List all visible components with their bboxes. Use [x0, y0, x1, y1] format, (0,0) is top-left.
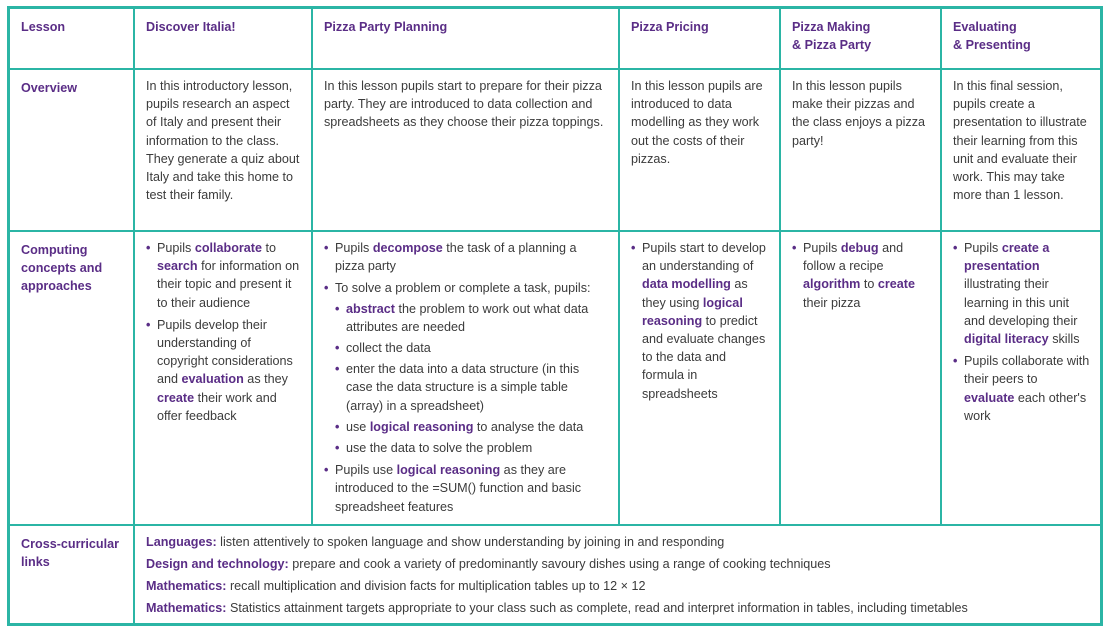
link-languages: Languages: listen attentively to spoken language and show understanding by joining in and responding	[146, 534, 725, 549]
header-row	[10, 9, 1100, 69]
overview-planning: In this lesson pupils start to prepare for their pizza party. They are introduced to data collection and spreadsheets as they choose their pizza toppings.	[312, 69, 619, 231]
link-design-technology: Design and technology: prepare and cook a variety of predominantly savoury dishes using a range of cooking techniques	[146, 557, 831, 572]
overview-evaluating: In this final session, pupils create a presentation to illustrate their learning from this unit and evaluate their work. This may take more than 1 lesson.	[941, 69, 1100, 231]
cross-curricular-links	[134, 525, 1100, 626]
lesson-plan-frame	[7, 6, 1103, 626]
list-item: • use logical reasoning to analyse the data	[335, 418, 608, 436]
header-pizza-making: Pizza Making & Pizza Party	[780, 9, 941, 69]
list-item: • Pupils start to develop an understanding of data modelling as they using logical reasoning to predict and evaluate changes to the data and formula in spreadsheets	[631, 239, 769, 403]
list-item: • collect the data	[335, 339, 608, 357]
computing-evaluating	[941, 231, 1100, 525]
list-item: • Pupils collaborate with their peers to evaluate each other's work	[953, 352, 1090, 425]
computing-discover	[134, 231, 312, 525]
header-lesson: Lesson	[10, 9, 134, 69]
header-pizza-pricing: Pizza Pricing	[619, 9, 780, 69]
list-item: • Pupils debug and follow a recipe algorithm to create their pizza	[792, 239, 930, 312]
cross-curricular-label: Cross-curricular links	[10, 525, 134, 626]
overview-row	[10, 69, 1100, 231]
list-item: • To solve a problem or complete a task, pupils: • abstract the problem to work out what data attributes are needed • collect the data • enter the data into a data structure (in this case the data structure is a simple table (array) in a spreadsheet) • use logical reasoning to analyse the data • use the data to solve the problem	[324, 279, 608, 457]
link-mathematics-statistics: Mathematics: Statistics attainment targets appropriate to your class such as complete, read and interpret information in tables, including timetables	[146, 601, 968, 616]
list-item: • abstract the problem to work out what data attributes are needed	[335, 300, 608, 336]
computing-row	[10, 231, 1100, 525]
overview-discover: In this introductory lesson, pupils research an aspect of Italy and present their information to the class. They generate a quiz about Italy and take this home to test their family.	[134, 69, 312, 231]
computing-planning	[312, 231, 619, 525]
list-item: • Pupils use logical reasoning as they are introduced to the =SUM() function and basic spreadsheet features	[324, 461, 608, 516]
lesson-plan-table	[10, 9, 1100, 626]
header-evaluating: Evaluating & Presenting	[941, 9, 1100, 69]
list-item: • Pupils collaborate to search for information on their topic and present it to their audience	[146, 239, 301, 312]
header-discover-italia: Discover Italia!	[134, 9, 312, 69]
header-pizza-party-planning: Pizza Party Planning	[312, 9, 619, 69]
computing-label: Computing concepts and approaches	[10, 231, 134, 525]
computing-making	[780, 231, 941, 525]
link-mathematics-multiplication: Mathematics: recall multiplication and division facts for multiplication tables up to 12 × 12	[146, 579, 646, 594]
overview-label: Overview	[10, 69, 134, 231]
list-item: • enter the data into a data structure (in this case the data structure is a simple table (array) in a spreadsheet)	[335, 360, 608, 415]
list-item: • Pupils create a presentation illustrating their learning in this unit and developing their digital literacy skills	[953, 239, 1090, 348]
list-item: • Pupils decompose the task of a planning a pizza party	[324, 239, 608, 275]
list-item: • Pupils develop their understanding of copyright considerations and evaluation as they create their work and offer feedback	[146, 316, 301, 425]
computing-pricing	[619, 231, 780, 525]
overview-making: In this lesson pupils make their pizzas and the class enjoys a pizza party!	[780, 69, 941, 231]
cross-curricular-row	[10, 525, 1100, 626]
list-item: • use the data to solve the problem	[335, 439, 608, 457]
overview-pricing: In this lesson pupils are introduced to data modelling as they work out the costs of their pizzas.	[619, 69, 780, 231]
